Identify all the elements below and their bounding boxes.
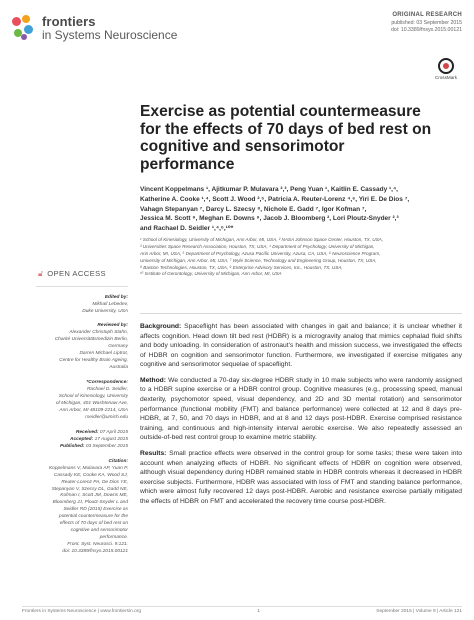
affiliation-list [140, 237, 462, 278]
footer-divider [22, 606, 462, 607]
footer-issue-info: September 2015 | Volume 9 | Article 121 [376, 609, 462, 614]
open-access-label: OPEN ACCESS [47, 269, 107, 279]
sidebar-divider [36, 286, 128, 287]
author-line: Katherine A. Cooke ¹,⁴, Scott J. Wood ²,⁵, Patricia A. Reuter-Lorenz ⁴,⁶, Yiri E. De Dios ⁷, [140, 195, 410, 203]
editor-line: Mikhail Lebedev, [92, 301, 128, 307]
citation-line: Cassady KE, Cooke KA, Wood SJ, [53, 472, 128, 478]
author-list [140, 185, 460, 234]
reviewed-by [22, 323, 128, 372]
published-date-sidebar [22, 444, 128, 451]
citation-line: potential countermeasure for the [58, 514, 128, 520]
method-text: We conducted a 70-day six-degree HDBR study in 10 male subjects who were randomly assigned to a HDBR supine exercise or a HDBR control group. Cognitive measures (e.g., processing speed, manual dexterity, psychomotor speed, visual dependency, and 2D and 3D mental rotation) and sensorimotor performance (functional mobility (FMT) and balance performance) were collected at 12 and 8 days pre-HDBR, at 7, 50, and 70 days in HDBR, and at 8 and 12 days post-HDBR. Exercise comprised resistance training, and continuous and high-intensity interval aerobic exercise. We also repeatedly assessed an outside-of-bed rest control group to examine metric stability. [140, 376, 462, 442]
reviewed-by-label: Reviewed by: [97, 323, 128, 329]
author-line: and Rachael D. Seidler ¹,⁴,⁶,¹⁰* [140, 225, 234, 232]
open-access-badge [38, 268, 128, 280]
citation-doi-link[interactable]: doi: 10.3389/fnsys.2015.00121 [62, 549, 128, 555]
correspondence-line: Ann Arbor, MI 48109-2214, USA [59, 407, 128, 413]
results-label: Results: [140, 449, 167, 457]
published-value: 03 September 2015 [85, 443, 128, 449]
footer-journal-link[interactable]: Frontiers in Systems Neuroscience | www.frontiersin.org [22, 609, 142, 614]
citation-line: Seidler RD (2015) Exercise as [63, 507, 128, 513]
page-number: 1 [257, 609, 261, 614]
article-sidebar [22, 268, 128, 564]
correspondence-line: of Michigan, 401 Washtenaw Ave, [55, 400, 128, 406]
article-type: ORIGINAL RESEARCH [392, 12, 462, 18]
abstract-results [140, 449, 462, 506]
author-line: Vincent Koppelmans ¹, Ajitkumar P. Mulavara ²,³, Peng Yuan ¹, Kaitlin E. Cassady ¹,⁴, [140, 186, 398, 193]
citation-line: Stepanyan V, Szecsy DL, Gadd NE, [51, 486, 128, 492]
affiliation-line: Ann Arbor, MI, USA, ⁵ Department of Psychology, Azusa Pacific University, Azusa, CA, USA, ⁶ Neuroscience Program, [140, 250, 381, 256]
background-text: Spaceflight has been associated with changes in gait and balance; it is unclear whether it affects cognition. Head down tilt bed rest (HDBR) is a microgravity analog that mimics cephalad fluid shifts and body unloading. In consideration of astronaut's health and mission success, we investigated the effects of HDBR on cognition and sensorimotor function. Furthermore, we investigated if exercise mitigates any cognitive and sensorimotor sequelae of spaceflight. [140, 323, 462, 369]
citation-line: Reuter-Lorenz PA, De Dios YE, [61, 479, 128, 485]
open-lock-icon: 🔓︎ [38, 269, 44, 278]
citation-label: Citation: [108, 458, 128, 464]
reviewer-line: Australia [109, 365, 128, 371]
affiliation-line: University of Michigan, Ann Arbor, MI, USA, ⁷ Wyle Science, Technology and Engineering Group, Houston, TX, USA, [140, 257, 377, 263]
frontiers-logo-icon [10, 15, 36, 41]
reviewer-line: Alexander Christoph Stahn, [69, 330, 128, 336]
citation-line: effects of 70 days of bed rest on [59, 521, 128, 527]
correspondence-line: Rachael D. Seidler, [86, 387, 128, 393]
email-link[interactable]: rseidler@umich.edu [85, 414, 128, 420]
results-text: Small practice effects were observed in the control group for some tasks; these were taken into account when analyzing effects of HDBR. No significant effects of HDBR on cognition were observed, although visual dependency during HDBR remained stable in HDBR controls whereas it decreased in HDBR exercise subjects. Furthermore, HDBR was associated with loss of FMT and standing balance performance, which were almost fully recovered 12 days post-HDBR. Aerobic and resistance exercise partially mitigated the effects of HDBR on FMT and accelerated the recovery time course post-HDBR. [140, 449, 462, 505]
accepted-value: 17 August 2015 [94, 436, 128, 442]
citation-line: Front. Syst. Neurosci. 9:121. [67, 542, 128, 548]
crossmark-badge[interactable] [430, 58, 462, 80]
correspondence [22, 380, 128, 422]
section-divider [140, 313, 462, 314]
reviewer-line: Darren Michael Liptrot, [79, 351, 128, 357]
published-date: published: 03 September 2015 [391, 19, 462, 26]
reviewer-line: Charité Universitätsmedizin Berlin, [54, 337, 128, 343]
abstract [140, 322, 462, 512]
affiliation-line: ¹ School of Kinesiology, University of Michigan, Ann Arbor, MI, USA, ² NASA Johnson Space Center, Houston, TX, USA, [140, 237, 383, 242]
edited-by [22, 295, 128, 316]
crossmark-label: CrossMark [434, 75, 458, 80]
citation-line: Koppelmans V, Mulavara AP, Yuan P, [48, 465, 128, 471]
journal-brand: frontiers [42, 13, 96, 29]
page-footer [22, 609, 462, 614]
author-line: Jessica M. Scott ⁹, Meghan E. Downs ⁹, Jacob J. Bloomberg ², Lori Ploutz-Snyder ²,³ [140, 215, 399, 223]
doi-link[interactable]: doi: 10.3389/fnsys.2015.00121 [391, 26, 462, 33]
citation-line: Kofman I, Scott JM, Downs ME, [60, 493, 128, 499]
received-label: Received: [75, 429, 99, 435]
citation-line: cognitive and sensorimotor [70, 528, 128, 534]
received-value: 07 April 2015 [99, 429, 128, 435]
reviewer-line: Centre for Healthy Brain Ageing, [59, 358, 128, 364]
article-dates [22, 430, 128, 451]
author-line: Vahagn Stepanyan ⁷, Darcy L. Szecsy ⁸, Nichole E. Gadd ⁷, Igor Kofman ⁷, [140, 205, 367, 213]
affiliation-line: ³ Universities Space Research Association, Houston, TX, USA, ⁴ Department of Psychology, University of Michigan, [140, 243, 375, 249]
correspondence-label: *Correspondence: [86, 380, 128, 386]
affiliation-line: ¹⁰ Institute of Gerontology, University of Michigan, Ann Arbor, MI, USA [140, 271, 282, 277]
received-date [22, 430, 128, 437]
abstract-method [140, 376, 462, 443]
reviewer-line: Germany [108, 344, 128, 350]
affiliation-line: ⁸ Bastion Technologies, Houston, TX, USA, ⁹ Enterprise Advisory Services, Inc., Houston, TX, USA, [140, 264, 343, 270]
background-label: Background: [140, 323, 182, 330]
journal-logo[interactable] [10, 8, 190, 48]
editor-line: Duke University, USA [82, 308, 128, 314]
published-label: Published: [59, 443, 85, 449]
article-title: Exercise as potential countermeasure for the effects of 70 days of bed rest on cognitive and sensorimotor performance [140, 103, 432, 173]
accepted-label: Accepted: [70, 436, 94, 442]
method-label: Method: [140, 376, 166, 384]
citation [22, 459, 128, 556]
citation-line: performance. [99, 535, 128, 541]
accepted-date [22, 437, 128, 444]
crossmark-icon [438, 58, 454, 74]
citation-line: Bloomberg JJ, Ploutz-Snyder L and [52, 500, 128, 506]
correspondence-line: School of Kinesiology, University [58, 394, 128, 400]
article-meta [391, 12, 462, 33]
journal-name: in Systems Neuroscience [42, 27, 178, 42]
edited-by-label: Edited by: [104, 294, 128, 300]
abstract-background [140, 322, 462, 370]
